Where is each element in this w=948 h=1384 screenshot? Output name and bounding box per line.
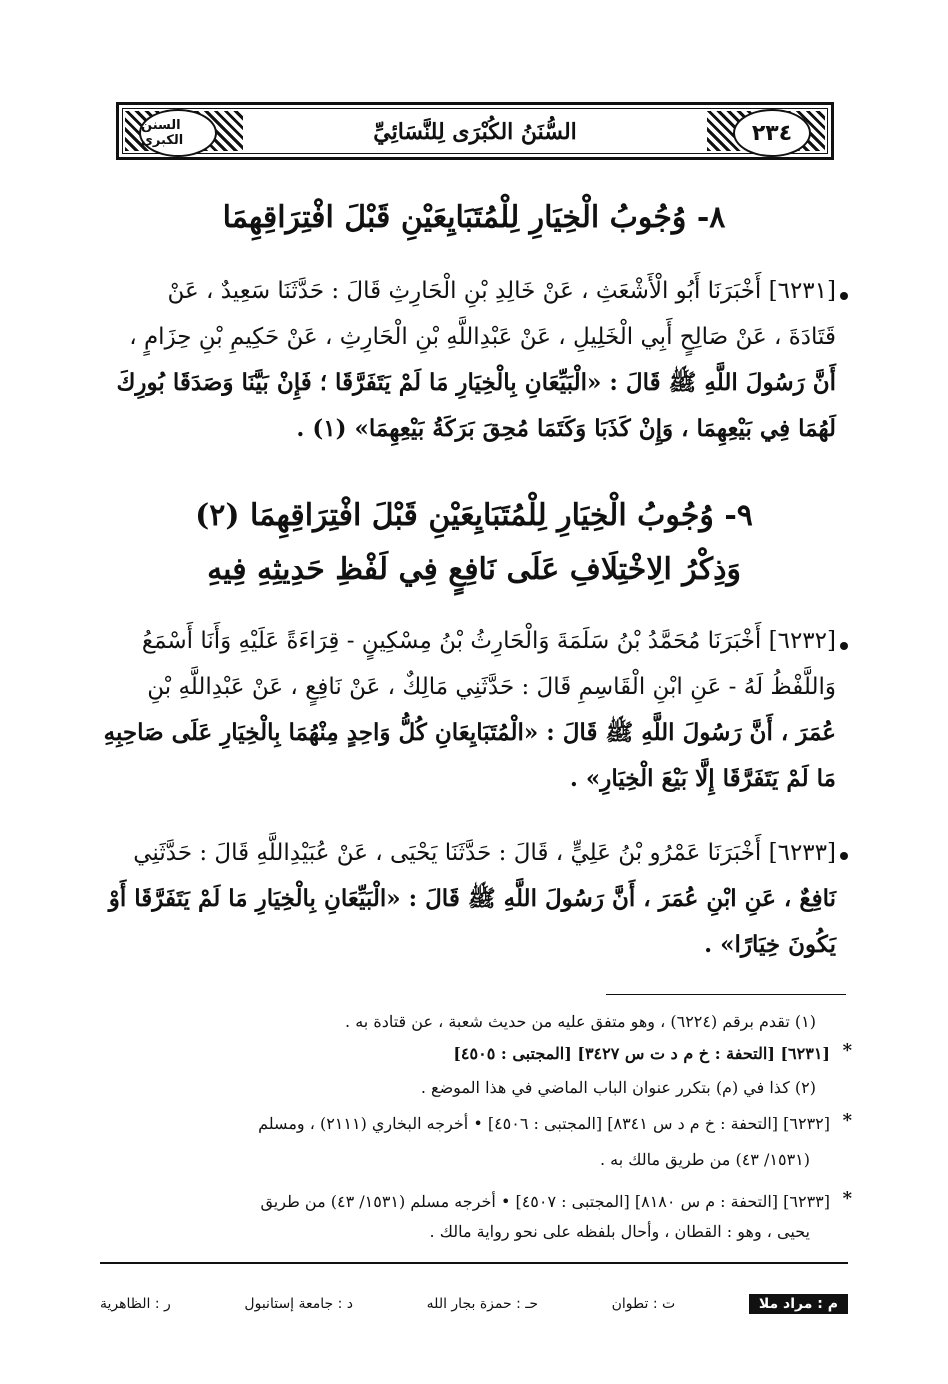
section-9-title-line-1: ٩- وُجُوبُ الْخِيَارِ لِلْمُتَبَايِعَيْنِ قَبْلَ افْتِرَاقِهِمَا (٢) bbox=[195, 498, 753, 533]
page-number: ٢٣٤ bbox=[751, 120, 793, 146]
hadith-6233-line-1: [٦٢٣٣] أَخْبَرَنَا عَمْرُو بْنُ عَلِيٍّ ، قَالَ : حَدَّثَنَا يَحْيَى ، عَنْ عُبَيْدِاللَّهِ قَالَ : حَدَّثَنِي bbox=[133, 840, 836, 866]
hadith-6231-line-3: أَنَّ رَسُولَ اللَّهِ ﷺ قَالَ : «الْبَيِّعَانِ بِالْخِيَارِ مَا لَمْ يَتَفَرَّقَا ؛ فَإِنْ بَيَّنَا وَصَدَقَا بُورِكَ bbox=[116, 369, 836, 396]
hadith-6231-line-4: لَهُمَا فِي بَيْعِهِمَا ، وَإِنْ كَذَبَا وَكَتَمَا مُحِقَ بَرَكَةُ بَيْعِهِمَا» (١) . bbox=[296, 415, 836, 442]
hadith-6231-line-2: قَتَادَةَ ، عَنْ صَالِحٍ أَبِي الْخَلِيلِ ، عَنْ عَبْدِاللَّهِ بْنِ الْحَارِثِ ، عَنْ حَكِيمِ بْنِ حِزَامٍ ، bbox=[129, 324, 836, 350]
manuscript-d: د : جامعة إستانبول bbox=[244, 1296, 354, 1312]
hadith-6232 bbox=[100, 618, 836, 802]
manuscript-key bbox=[100, 1292, 848, 1316]
ref-6232-line-1: [٦٢٣٢] [التحفة : خ م د س ٨٣٤١] [المجتبى : ٤٥٠٦] • أخرجه البخاري (٢١١١) ، ومسلم bbox=[258, 1114, 830, 1133]
ref-6233-line-2: يحيى ، وهو : القطان ، وأحال بلفظه على نحو رواية مالك . bbox=[429, 1222, 810, 1241]
bottom-rule bbox=[100, 1262, 848, 1264]
hadith-6232-line-2: وَاللَّفْظُ لَهُ - عَنِ ابْنِ الْقَاسِمِ قَالَ : حَدَّثَنِي مَالِكٌ ، عَنْ نَافِعٍ ، عَنْ عَبْدِاللَّهِ بْنِ bbox=[147, 674, 836, 700]
hadith-6232-line-1: [٦٢٣٢] أَخْبَرَنَا مُحَمَّدُ بْنُ سَلَمَةَ وَالْحَارِثُ بْنُ مِسْكِينٍ - قِرَاءَةً عَلَيْهِ وَأَنَا أَسْمَعُ bbox=[141, 628, 836, 654]
hadith-6231 bbox=[100, 268, 836, 452]
footnote-1: (١) تقدم برقم (٦٢٢٤) ، وهو متفق عليه من حديث شعبة ، عن قتادة به . bbox=[345, 1012, 816, 1031]
hadith-6233 bbox=[100, 830, 836, 968]
star-marker-6233: * bbox=[842, 1188, 852, 1209]
bullet-6233 bbox=[840, 852, 848, 860]
ref-6231: [٦٢٣١] [التحفة : خ م د ت س ٣٤٢٧] [المجتبى : ٤٥٠٥] bbox=[453, 1044, 830, 1063]
header-medallion-logo bbox=[139, 109, 217, 157]
hadith-6233-line-2: نَافِعٌ ، عَنِ ابْنِ عُمَرَ ، أَنَّ رَسُولَ اللَّهِ ﷺ قَالَ : «الْبَيِّعَانِ بِالْخِيَارِ مَا لَمْ يَتَفَرَّقَا أَوْ bbox=[108, 885, 836, 912]
footnote-separator bbox=[606, 994, 846, 995]
hadith-6232-line-4: مَا لَمْ يَتَفَرَّقَا إِلَّا بَيْعَ الْخِيَارِ» . bbox=[569, 765, 836, 792]
bullet-6231 bbox=[840, 292, 848, 300]
ref-6232-line-2: (١٥٣١/ ٤٣) من طريق مالك به . bbox=[600, 1150, 810, 1169]
manuscript-h: حـ : حمزة بجار الله bbox=[426, 1296, 539, 1312]
star-marker-6232: * bbox=[842, 1110, 852, 1131]
page-header bbox=[116, 102, 834, 160]
star-marker-6231: * bbox=[842, 1040, 852, 1061]
bullet-6232 bbox=[840, 642, 848, 650]
manuscript-r: ر : الظاهرية bbox=[100, 1296, 171, 1312]
page-number-badge bbox=[733, 109, 811, 157]
medallion-logo-text: السنن الكبرى bbox=[141, 118, 184, 148]
hadith-6233-line-3: يَكُونَ خِيَارًا» . bbox=[704, 931, 836, 958]
manuscript-t: ت : تطوان bbox=[611, 1296, 676, 1312]
section-8-title: ٨- وُجُوبُ الْخِيَارِ لِلْمُتَبَايِعَيْنِ قَبْلَ افْتِرَاقِهِمَا bbox=[222, 200, 726, 235]
ref-6233-line-1: [٦٢٣٣] [التحفة : م س ٨١٨٠] [المجتبى : ٤٥٠٧] • أخرجه مسلم (١٥٣١/ ٤٣) من طريق bbox=[260, 1192, 830, 1211]
hadith-6232-line-3: عُمَرَ ، أَنَّ رَسُولَ اللَّهِ ﷺ قَالَ : «الْمُتَبَايِعَانِ كُلُّ وَاحِدٍ مِنْهُمَا بِالْخِيَارِ عَلَى صَاحِبِهِ bbox=[103, 719, 836, 746]
manuscript-m: م : مراد ملا bbox=[749, 1294, 848, 1314]
running-title: السُّنَنُ الكُبْرَى لِلنَّسَائِيِّ bbox=[373, 119, 577, 145]
footnote-2: (٢) كذا في (م) بتكرر عنوان الباب الماضي في هذا الموضع . bbox=[420, 1078, 816, 1097]
section-9-title-line-2: وَذِكْرُ الِاخْتِلَافِ عَلَى نَافِعٍ فِي لَفْظِ حَدِيثِهِ فِيهِ bbox=[207, 552, 741, 587]
hadith-6231-line-1: [٦٢٣١] أَخْبَرَنَا أَبُو الْأَشْعَثِ ، عَنْ خَالِدِ بْنِ الْحَارِثِ قَالَ : حَدَّثَنَا سَعِيدٌ ، عَنْ bbox=[167, 278, 836, 304]
